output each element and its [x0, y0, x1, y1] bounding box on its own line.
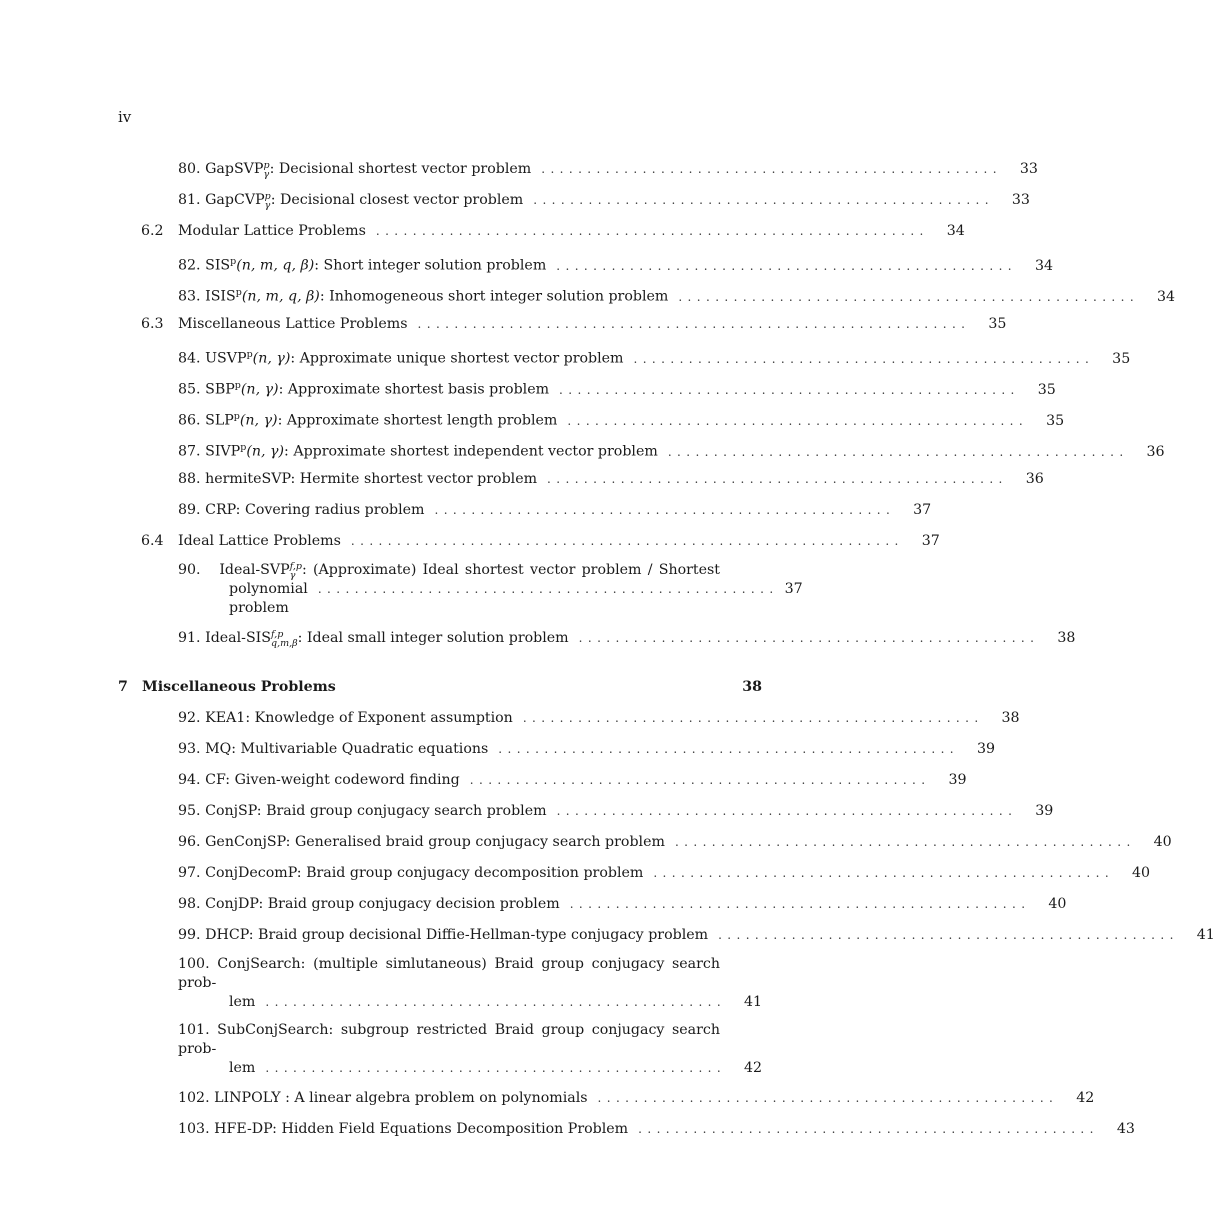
toc-entry-title: 91. Ideal-SIS f,p q,m,β : Ideal small integer solution problem [178, 629, 569, 649]
toc-entry-title-continued: lem [229, 994, 256, 1010]
toc-entry-103[interactable] [118, 1118, 1135, 1149]
toc-entry-92[interactable] [118, 707, 1020, 738]
toc-entry-title: 98. ConjDP: Braid group conjugacy decision problem [178, 896, 560, 912]
toc-page: 37 [913, 502, 932, 518]
toc-entry-86[interactable] [118, 406, 1065, 437]
toc-entry-101[interactable] [118, 1021, 762, 1087]
toc-entry-title: 96. GenConjSP: Generalised braid group conjugacy search problem [178, 834, 665, 850]
toc-page: 38 [1057, 630, 1076, 646]
toc-page: 35 [988, 316, 1007, 332]
toc-page: 40 [1048, 896, 1067, 912]
toc-page: 41 [743, 994, 762, 1010]
leader-dots: .................................................. [653, 866, 1115, 880]
toc-entry-96[interactable] [118, 831, 1172, 862]
toc-page: 34 [1034, 257, 1054, 274]
section-number: 6.2 [141, 223, 164, 239]
leader-dots: .................................................. [559, 382, 1020, 397]
toc-entry-83[interactable] [118, 282, 1176, 313]
toc-entry-94[interactable] [118, 769, 967, 800]
toc-entry-89[interactable] [118, 499, 932, 530]
toc-entry-81[interactable] [118, 189, 1030, 220]
toc-entry-title: 88. hermiteSVP: Hermite shortest vector problem [178, 471, 538, 487]
toc-page: 43 [1116, 1121, 1135, 1137]
toc-page: 35 [1046, 412, 1065, 429]
section-number: 6.3 [141, 316, 164, 332]
leader-dots: .................................................. [667, 444, 1129, 459]
leader-dots: .................................................. [718, 928, 1179, 942]
toc-entry-99[interactable] [118, 924, 1215, 955]
leader-dots: .................................................. [533, 193, 994, 207]
leader-dots: .................................................. [674, 835, 1136, 849]
toc-page: 38 [1001, 710, 1020, 726]
toc-entry-title: 92. KEA1: Knowledge of Exponent assumption [178, 710, 513, 726]
toc-entry-title: 95. ConjSP: Braid group conjugacy search problem [178, 803, 547, 819]
toc-chapter-7[interactable] [118, 676, 762, 707]
toc-entry-title: 99. DHCP: Braid group decisional Diffie-Hellman-type conjugacy problem [178, 927, 709, 943]
toc-entry-98[interactable] [118, 893, 1067, 924]
toc-entry-82[interactable] [118, 251, 1054, 282]
toc-entry-84[interactable] [118, 344, 1131, 375]
toc-entry-title: 84. USVP$^p$(n, γ): Approximate unique shortest vector problem [178, 349, 624, 367]
toc-entry-title: 81. GapCVP p γ : Decisional closest vector problem [178, 191, 524, 211]
leader-dots: .................................................. [597, 1091, 1059, 1105]
chapter-spacer [118, 658, 762, 676]
toc-section-6-4[interactable] [118, 530, 940, 561]
chapter-title: Miscellaneous Problems [142, 679, 336, 695]
toc-entry-title: 101. SubConjSearch: subgroup restricted Braid group conjugacy search prob- [178, 1022, 720, 1057]
leader-dots: .................................................. [567, 413, 1029, 428]
toc-entry-100[interactable] [118, 955, 762, 1021]
toc-entry-85[interactable] [118, 375, 1056, 406]
leader-dots: ............................................................ [350, 534, 904, 548]
table-of-contents [118, 158, 1215, 1149]
leader-dots: .................................................. [556, 804, 1018, 818]
leader-dots: ............................................................ [375, 224, 929, 238]
toc-entry-title-continued: lem [229, 1060, 256, 1076]
toc-entry-title: 97. ConjDecomP: Braid group conjugacy decomposition problem [178, 865, 644, 881]
leader-dots: .................................................. [434, 503, 896, 517]
leader-dots: ............................................................ [417, 317, 971, 331]
toc-page: 40 [1132, 865, 1151, 881]
leader-dots: .................................................. [569, 897, 1031, 911]
toc-page: 34 [946, 223, 965, 239]
toc-page: 41 [1196, 927, 1215, 943]
leader-dots: .................................................. [633, 351, 1095, 366]
toc-page: 42 [1076, 1090, 1095, 1106]
toc-page: 37 [784, 581, 803, 597]
toc-entry-80[interactable] [118, 158, 1038, 189]
toc-entry-95[interactable] [118, 800, 1054, 831]
toc-entry-title: 89. CRP: Covering radius problem [178, 502, 425, 518]
toc-page: 33 [1019, 161, 1038, 177]
toc-page: 39 [948, 772, 967, 788]
toc-entry-title: 87. SIVP$^p$(n, γ): Approximate shortest independent vector problem [178, 442, 658, 460]
leader-dots: .................................................. [678, 289, 1140, 304]
toc-entry-title: 85. SBP$^p$(n, γ): Approximate shortest basis problem [178, 380, 550, 398]
toc-entry-title-continued: polynomial problem [229, 581, 308, 616]
leader-dots: .................................................. [638, 1122, 1099, 1136]
leader-dots: .................................................. [522, 711, 984, 725]
toc-entry-88[interactable] [118, 468, 1044, 499]
section-title: Miscellaneous Lattice Problems [178, 316, 408, 332]
toc-entry-title: 86. SLP$^p$(n, γ): Approximate shortest length problem [178, 411, 558, 429]
page-number: iv [118, 108, 132, 126]
toc-page: 37 [921, 533, 940, 549]
leader-dots: .................................................. [547, 472, 1008, 486]
toc-entry-91[interactable] [118, 627, 1076, 658]
leader-dots: .................................................. [317, 582, 779, 596]
toc-entry-title: 94. CF: Given-weight codeword finding [178, 772, 460, 788]
toc-entry-title: 90. Ideal-SVP f,p γ : (Approximate) Ideal shortest vector problem / Shortest [178, 561, 720, 581]
toc-page: 36 [1025, 471, 1044, 487]
toc-page: 40 [1153, 834, 1172, 850]
toc-page: 39 [1035, 803, 1054, 819]
section-number: 6.4 [141, 533, 164, 549]
toc-entry-title: 80. GapSVP p γ : Decisional shortest vector problem [178, 160, 532, 180]
toc-page: 39 [976, 741, 996, 757]
toc-entry-90[interactable] [118, 561, 803, 627]
leader-dots: .................................................. [541, 162, 1002, 176]
toc-entry-93[interactable] [118, 738, 996, 769]
chapter-number: 7 [118, 679, 128, 695]
toc-entry-87[interactable] [118, 437, 1165, 468]
toc-page: 35 [1112, 350, 1131, 367]
toc-entry-97[interactable] [118, 862, 1151, 893]
toc-entry-title: 100. ConjSearch: (multiple simlutaneous) Braid group conjugacy search prob- [178, 956, 720, 991]
toc-section-6-2[interactable] [118, 220, 965, 251]
toc-entry-title: 93. MQ: Multivariable Quadratic equations [178, 741, 489, 757]
toc-page: 42 [743, 1060, 762, 1076]
section-title: Ideal Lattice Problems [178, 533, 341, 549]
leader-dots: .................................................. [469, 773, 931, 787]
leader-dots: .................................................. [265, 995, 727, 1009]
toc-page: 33 [1011, 192, 1030, 208]
toc-page: 35 [1037, 381, 1056, 398]
leader-dots: .................................................. [578, 631, 1040, 645]
toc-entry-title: 103. HFE-DP: Hidden Field Equations Decomposition Problem [178, 1121, 629, 1137]
toc-entry-title: 82. SIS$^p$(n, m, q, β): Short integer solution problem [178, 256, 547, 274]
toc-section-6-3[interactable] [118, 313, 1007, 344]
toc-page: 38 [742, 679, 762, 695]
toc-page: 36 [1146, 443, 1165, 460]
toc-page: 34 [1157, 288, 1176, 305]
section-title: Modular Lattice Problems [178, 223, 366, 239]
toc-entry-title: 102. LINPOLY : A linear algebra problem on polynomials [178, 1090, 588, 1106]
toc-entry-title: 83. ISIS$^p$(n, m, q, β): Inhomogeneous short integer solution problem [178, 287, 669, 305]
leader-dots: .................................................. [265, 1061, 727, 1075]
leader-dots: .................................................. [556, 258, 1018, 273]
toc-entry-102[interactable] [118, 1087, 1095, 1118]
leader-dots: .................................................. [498, 742, 960, 756]
